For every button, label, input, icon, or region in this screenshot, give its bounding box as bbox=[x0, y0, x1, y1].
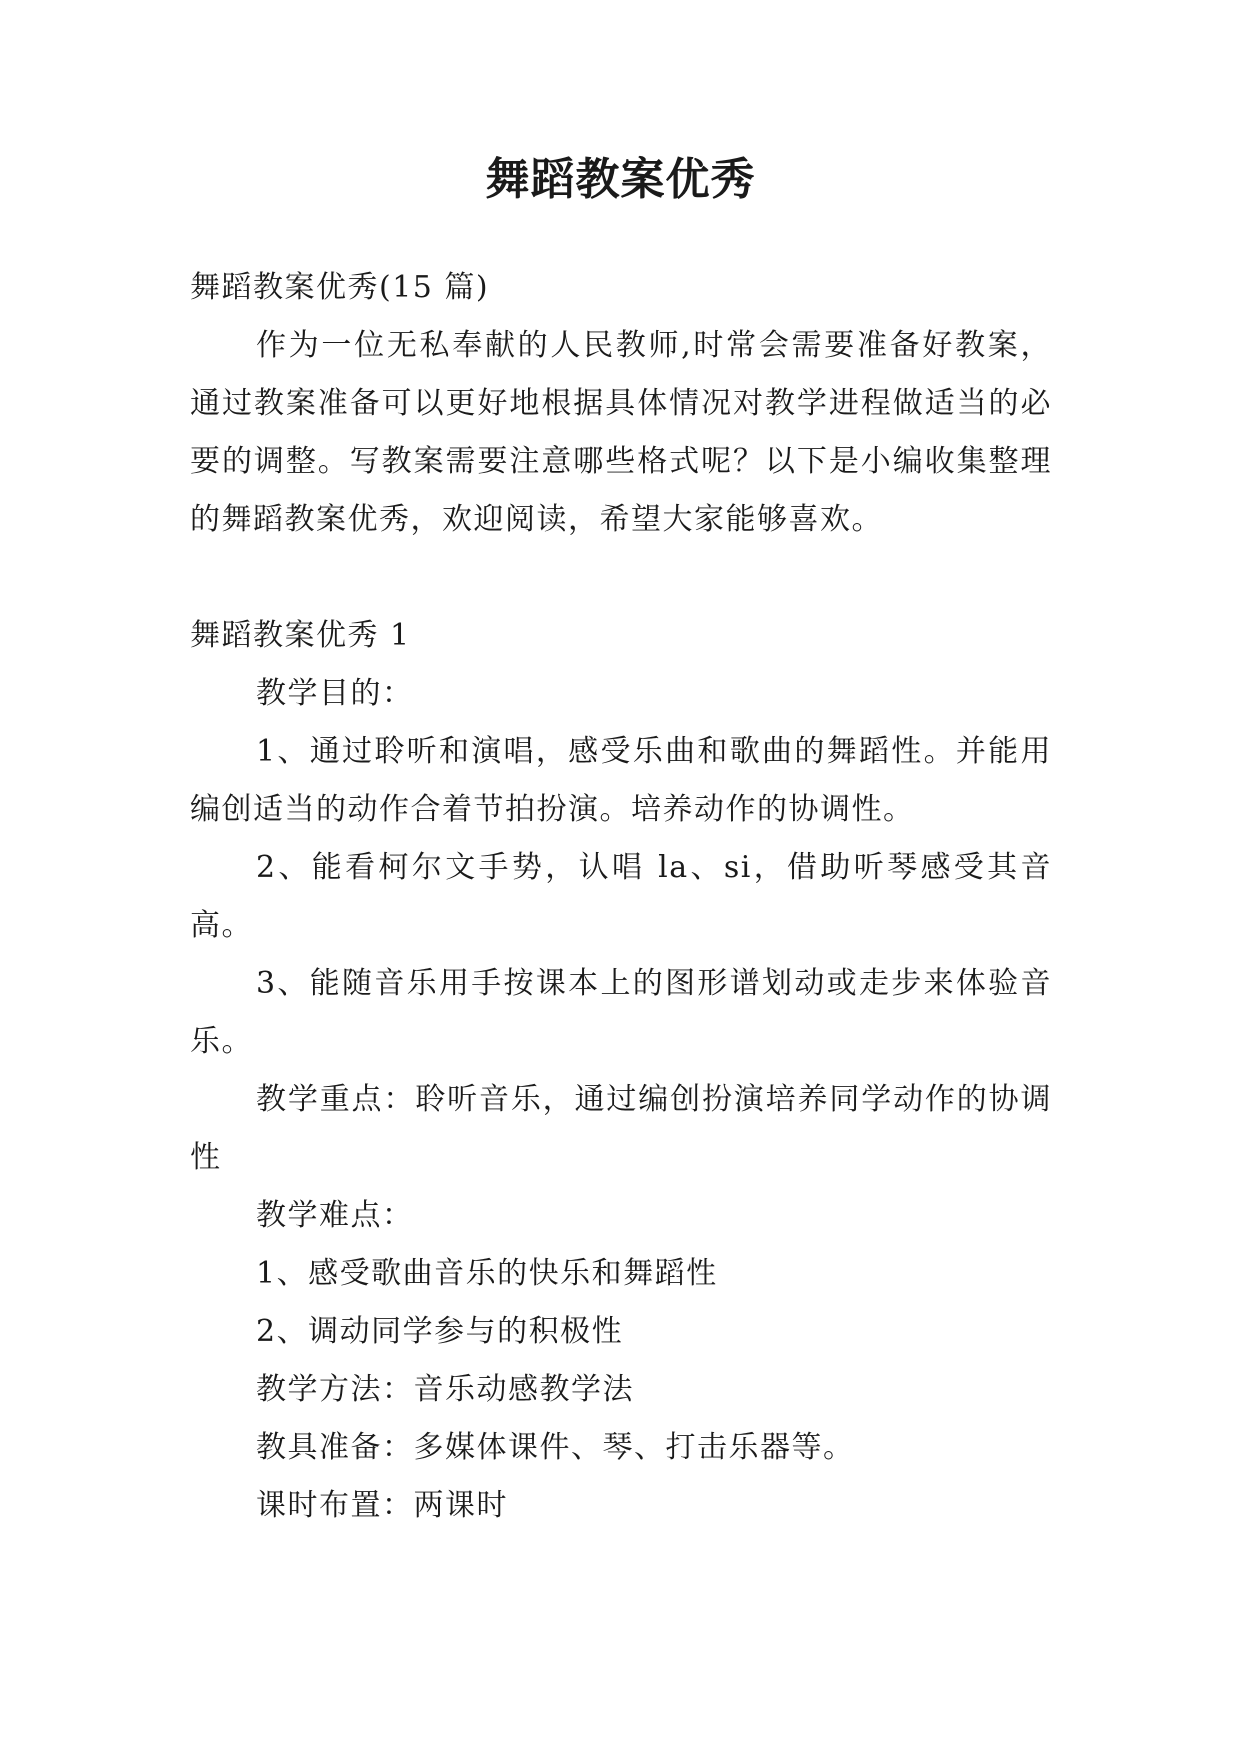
goal-item-3: 3、能随音乐用手按课本上的图形谱划动或走步来体验音乐。 bbox=[190, 966, 1052, 1059]
teaching-focus: 教学重点：聆听音乐，通过编创扮演培养同学动作的协调性 bbox=[190, 1082, 1052, 1175]
collection-subtitle: 舞蹈教案优秀(15 篇) bbox=[190, 270, 490, 305]
difficulty-item-2: 2、调动同学参与的积极性 bbox=[256, 1314, 624, 1349]
goal-item-1: 1、通过聆听和演唱，感受乐曲和歌曲的舞蹈性。并能用编创适当的动作合着节拍扮演。培养动作的协调性。 bbox=[190, 734, 1052, 827]
teaching-difficulty-label: 教学难点： bbox=[256, 1198, 414, 1233]
teaching-aids: 教具准备：多媒体课件、琴、打击乐器等。 bbox=[256, 1430, 855, 1465]
class-hours: 课时布置：两课时 bbox=[256, 1488, 508, 1523]
section-heading: 舞蹈教案优秀 1 bbox=[190, 618, 411, 653]
teaching-goal-label: 教学目的： bbox=[256, 676, 414, 711]
document-body bbox=[190, 259, 1052, 1535]
intro-paragraph: 作为一位无私奉献的人民教师,时常会需要准备好教案，通过教案准备可以更好地根据具体情况对教学进程做适当的必要的调整。写教案需要注意哪些格式呢？以下是小编收集整理的舞蹈教案优秀，欢迎阅读，希望大家能够喜欢。 bbox=[190, 328, 1052, 537]
document-title: 舞蹈教案优秀 bbox=[485, 154, 756, 205]
difficulty-item-1: 1、感受歌曲音乐的快乐和舞蹈性 bbox=[256, 1256, 718, 1291]
teaching-method: 教学方法：音乐动感教学法 bbox=[256, 1372, 634, 1407]
goal-item-2: 2、能看柯尔文手势，认唱 la、si，借助听琴感受其音高。 bbox=[190, 850, 1052, 943]
section-spacer bbox=[190, 549, 1052, 607]
